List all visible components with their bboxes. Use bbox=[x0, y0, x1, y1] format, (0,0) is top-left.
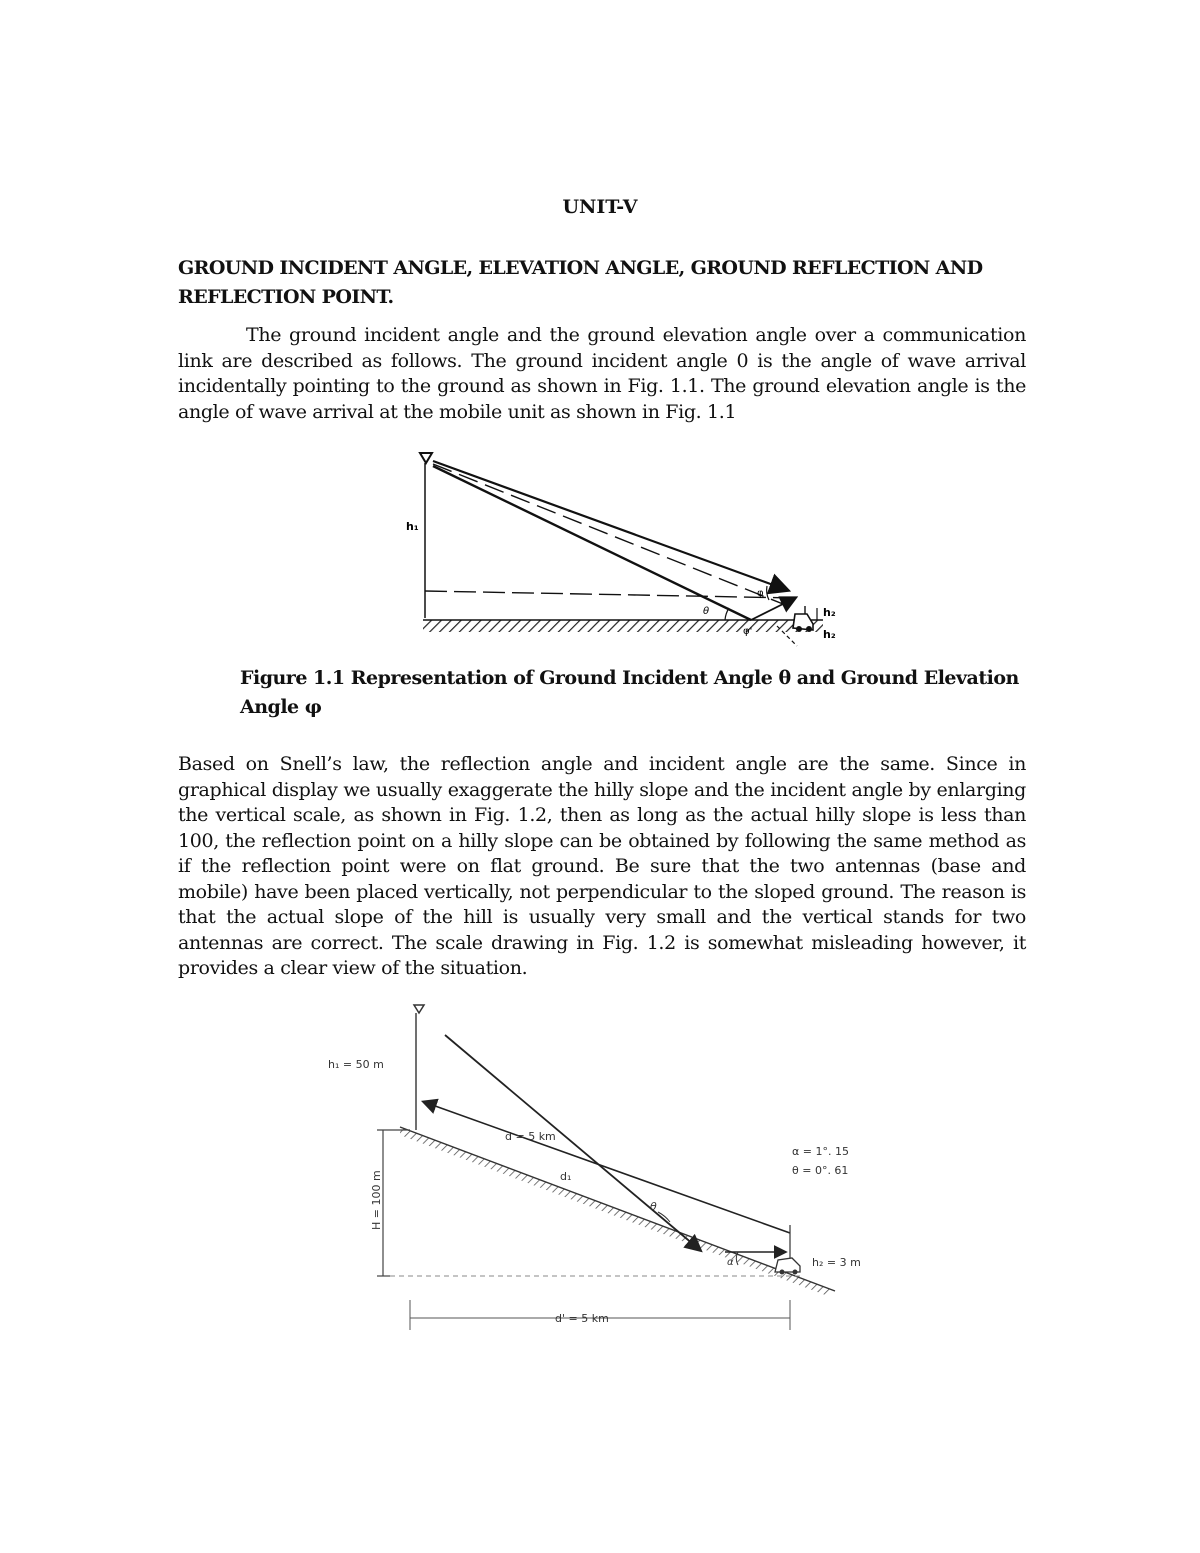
phi-arc bbox=[767, 586, 769, 600]
label-d1: d₁ bbox=[560, 1170, 572, 1183]
direct-ray bbox=[433, 461, 787, 590]
label-theta: θ bbox=[650, 1200, 657, 1213]
label-h1: h₁ = 50 m bbox=[328, 1058, 384, 1071]
ground-hatch bbox=[423, 620, 823, 632]
paragraph-snell: Based on Snell’s law, the reflection angle and incident angle are the same. Since in graphical display we usually exaggerate the hilly slope and the incident angle by enlarging the vertical scale, as shown in Fig. 1.2, then as long as the actual hilly slope is less than 100, the reflection point on a hilly slope can be obtained by following the same method as if the reflection point were on flat ground. Be sure that the two antennas (base and mobile) have been placed vertically, not perpendicular to the sloped ground. The reason is that the actual slope of the hill is usually very small and the vertical stands for two antennas are correct. The scale drawing in Fig. 1.2 is somewhat misleading however, it provides a clear view of the situation. bbox=[178, 753, 1026, 979]
mobile-unit-icon bbox=[775, 1258, 800, 1275]
horizontal-reference-line bbox=[425, 591, 795, 598]
label-H: H = 100 m bbox=[370, 1170, 383, 1230]
paragraph-intro-text: The ground incident angle and the ground elevation angle over a communication link are described as follows. The ground incident angle 0 is the angle of wave arrival incidentally pointing to the ground as shown in Fig. 1.1. The ground elevation angle is the angle of wave arrival at the mobile unit as shown in Fig. 1.1 bbox=[178, 324, 1026, 423]
label-h2-bottom: h₂ bbox=[823, 628, 836, 641]
label-h1: h₁ bbox=[406, 520, 419, 533]
label-alpha: α bbox=[727, 1257, 734, 1268]
label-phi-prime: φ' bbox=[743, 626, 753, 637]
reflected-ray bbox=[424, 1102, 790, 1233]
label-d-prime: d' = 5 km bbox=[555, 1312, 609, 1325]
dashed-ray bbox=[433, 464, 793, 608]
label-d: d = 5 km bbox=[505, 1130, 556, 1143]
base-antenna-icon bbox=[420, 453, 432, 463]
unit-title: UNIT-V bbox=[562, 196, 638, 218]
base-antenna-icon bbox=[414, 1005, 424, 1013]
paragraph-intro bbox=[178, 323, 1026, 425]
theta-arc bbox=[725, 608, 729, 620]
label-theta: θ bbox=[703, 606, 710, 617]
hill-slope-line bbox=[400, 1127, 835, 1291]
hill-slope-hatch bbox=[400, 1127, 835, 1296]
label-theta-value: θ = 0°. 61 bbox=[792, 1164, 849, 1177]
label-h2-top: h₂ bbox=[823, 606, 836, 619]
figure-2-diagram bbox=[320, 1000, 900, 1335]
label-h2: h₂ = 3 m bbox=[812, 1256, 861, 1269]
section-heading: GROUND INCIDENT ANGLE, ELEVATION ANGLE, GROUND REFLECTION AND REFLECTION POINT. bbox=[178, 257, 983, 308]
incident-ray bbox=[445, 1035, 700, 1250]
figure-1-caption: Figure 1.1 Representation of Ground Incident Angle θ and Ground Elevation Angle φ bbox=[240, 667, 1019, 718]
label-phi: φ bbox=[757, 588, 764, 599]
label-alpha-value: α = 1°. 15 bbox=[792, 1145, 849, 1158]
incident-ray bbox=[433, 466, 751, 620]
figure-1-diagram bbox=[395, 448, 845, 658]
reflected-ray bbox=[751, 598, 795, 620]
mobile-unit-icon bbox=[793, 606, 813, 632]
